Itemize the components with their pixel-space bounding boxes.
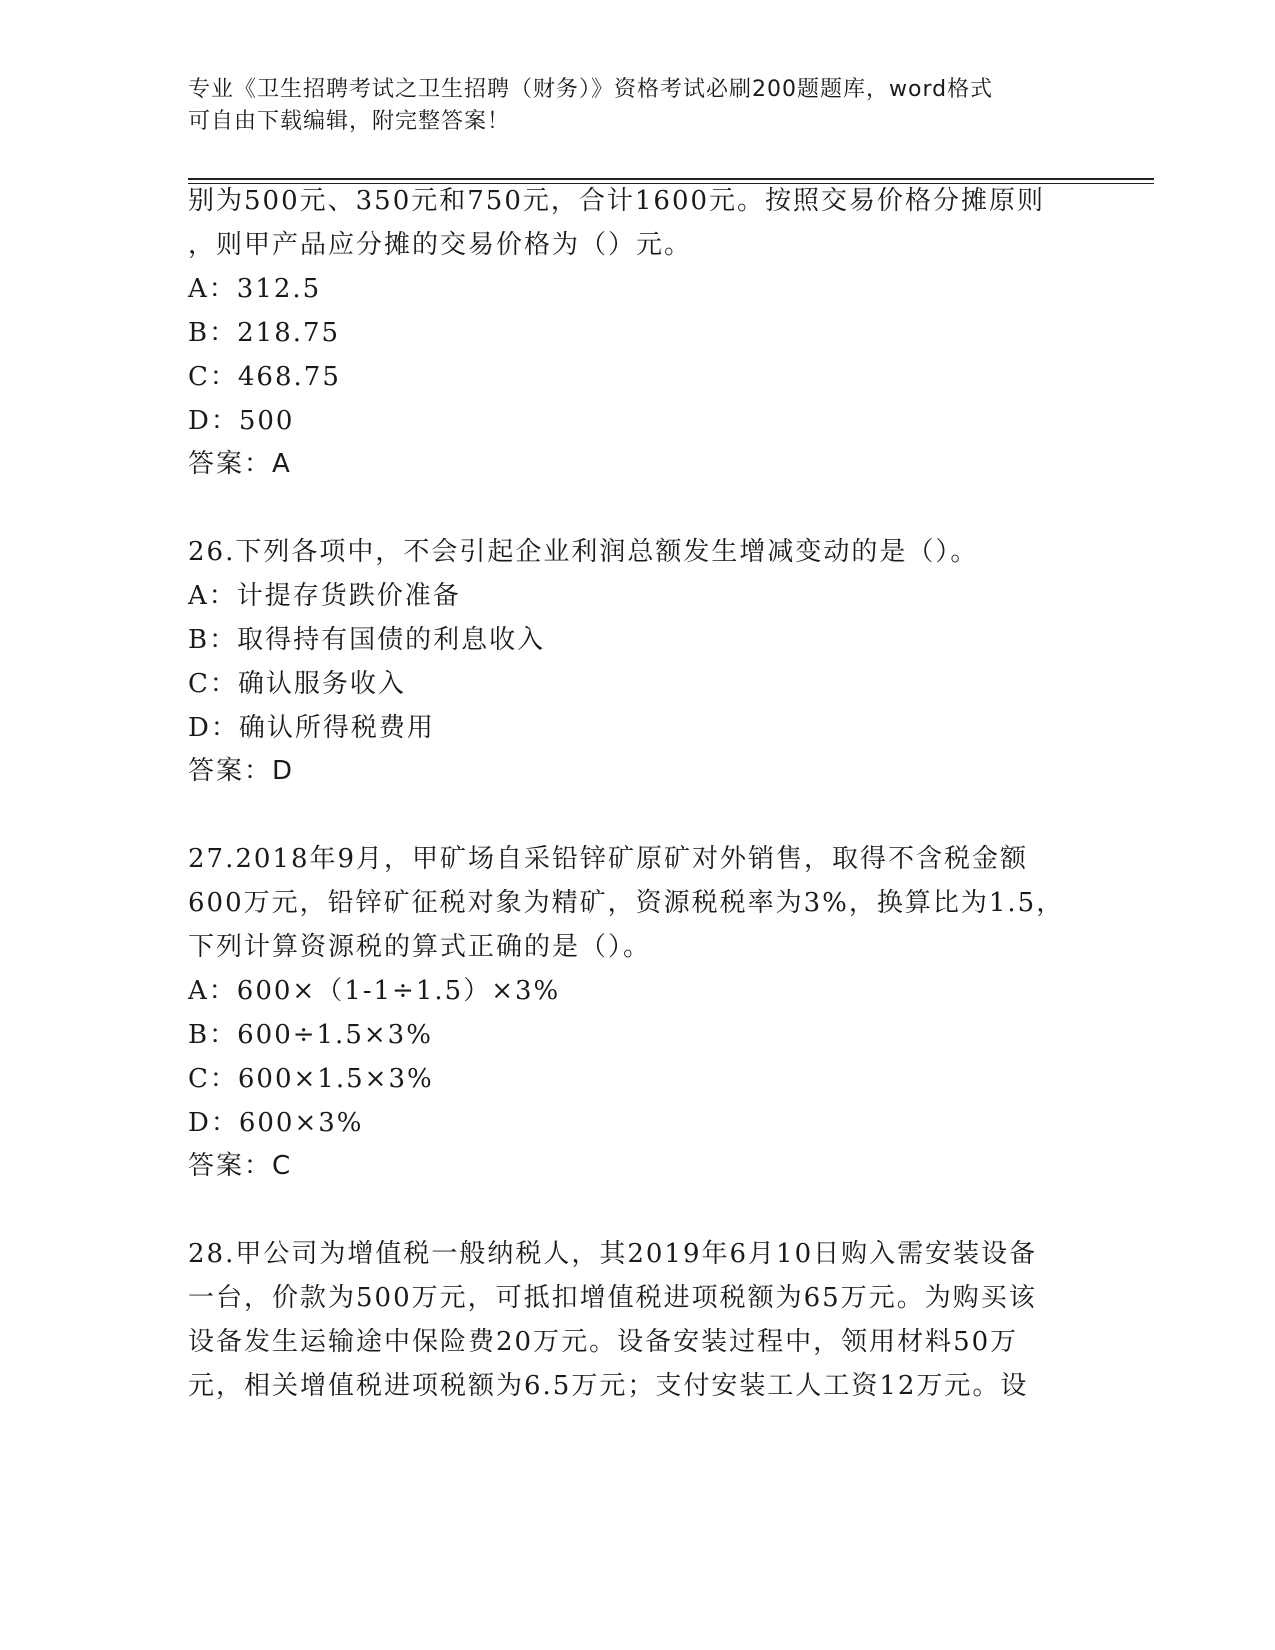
q26-option-b: B：取得持有国债的利息收入 [188,625,546,655]
q28-text-line-3: 设备发生运输途中保险费20万元。设备安装过程中，领用材料50万 [188,1327,1019,1357]
q26-option-c: C：确认服务收入 [188,669,406,699]
q28-text-line-1: 28.甲公司为增值税一般纳税人，其2019年6月10日购入需安装设备 [188,1239,1038,1269]
header-line-2: 可自由下载编辑，附完整答案！ [188,109,511,134]
q27-option-a: A：600×（1-1÷1.5）×3% [188,976,561,1006]
q27-option-b: B：600÷1.5×3% [188,1020,433,1050]
q28-text-line-4: 元，相关增值税进项税额为6.5万元；支付安装工人工资12万元。设 [188,1371,1029,1401]
q27-option-c: C：600×1.5×3% [188,1064,434,1094]
q26-answer: 答案：D [188,756,295,786]
header-rule-thin [188,183,1154,184]
page-header [188,74,1088,138]
q25-option-b: B：218.75 [188,318,341,348]
q26-option-d: D：确认所得税费用 [188,713,435,743]
q26-text-line-1: 26.下列各项中，不会引起企业利润总额发生增减变动的是（）。 [188,537,979,567]
q25-option-d: D：500 [188,406,295,436]
q26-option-a: A：计提存货跌价准备 [188,581,461,611]
q27-text-line-3: 下列计算资源税的算式正确的是（）。 [188,932,652,962]
q27-text-line-2: 600万元，铅锌矿征税对象为精矿，资源税税率为3%，换算比为1.5， [188,888,1065,918]
q25-option-a: A：312.5 [188,274,322,304]
q25-option-c: C：468.75 [188,362,341,392]
q27-text-line-1: 27.2018年9月，甲矿场自采铅锌矿原矿对外销售，取得不含税金额 [188,844,1029,874]
header-line-1: 专业《卫生招聘考试之卫生招聘（财务）》资格考试必刷200题题库，word格式 [188,77,994,102]
q25-text-line-1: 别为500元、350元和750元，合计1600元。按照交易价格分摊原则 [188,186,1046,216]
q28-text-line-2: 一台，价款为500万元，可抵扣增值税进项税额为65万元。为购买该 [188,1283,1037,1313]
q25-answer: 答案：A [188,449,292,479]
q25-text-line-2: ，则甲产品应分摊的交易价格为（）元。 [188,230,693,260]
q27-answer: 答案：C [188,1151,293,1181]
q27-option-d: D：600×3% [188,1108,364,1138]
header-rule-thick [188,178,1154,180]
